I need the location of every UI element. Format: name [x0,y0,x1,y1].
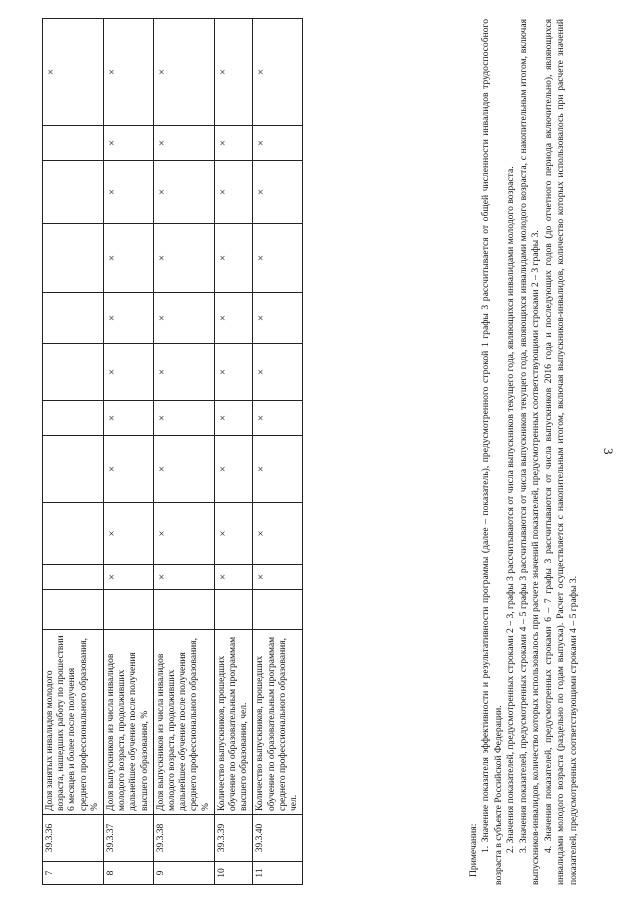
mark-cell: × [253,293,303,344]
mark-cell: × [214,19,253,126]
indicator-code-cell: 39.3.39 [214,815,253,862]
mark-cell: × [104,344,154,401]
indicator-code-cell: 39.3.38 [153,815,214,862]
mark-cell: × [104,436,154,503]
mark-cell: × [153,161,214,224]
note-item-2: 2. Значения показателей, предусмотренных строками 2 – 3, графы 3 рассчитываются от числа выпускников текущего года, являющихся инвалидами молодого возраста. [505,166,517,853]
indicator-name-cell: Количество выпускников, прошедших обучение по образовательным программам среднего профессионального образования, чел. [253,630,303,815]
notes-section [468,19,580,885]
indicator-name-cell: Количество выпускников, прошедших обучение по образовательным программам высшего образования, чел. [214,630,253,815]
mark-cell: × [214,401,253,436]
mark-cell: × [153,344,214,401]
indicators-table [42,18,303,885]
mark-cell: × [253,161,303,224]
mark-cell: × [104,401,154,436]
mark-cell [43,503,104,565]
row-number-cell: 7 [43,862,104,885]
indicator-name-cell: Доля выпускников из числа инвалидов молодого возраста, продолживших дальнейшее обучение после получения высшего образования, % [104,630,154,815]
mark-cell [43,293,104,344]
mark-cell: × [253,19,303,126]
mark-cell: × [104,126,154,161]
value-cell [153,590,214,630]
indicator-code-cell: 39.3.40 [253,815,303,862]
indicator-name-cell: Доля выпускников из числа инвалидов молодого возраста, продолживших дальнейшее обучение после получения среднего профессионального образования, % [153,630,214,815]
table-row [253,19,303,885]
indicator-code-cell: 39.3.37 [104,815,154,862]
mark-cell: × [214,224,253,293]
mark-cell: × [253,126,303,161]
note-item-3: 3. Значения показателей, предусмотренных строками 4 – 5 графы 3 рассчитываются от числа выпускников текущего года, являющихся инвалидами молодого возраста, с накопительным итогом, включая выпускников-инвалидов, количество которых использовалось при расчете значений показателей, предусмотренных соответствующими строками 2 – 3 графы 3. [517,19,542,885]
mark-cell [43,565,104,590]
row-number-cell: 8 [104,862,154,885]
mark-cell: × [43,19,104,126]
row-number-cell: 9 [153,862,214,885]
page-number: 3 [601,448,616,455]
mark-cell [43,161,104,224]
mark-cell: × [253,224,303,293]
mark-cell: × [153,19,214,126]
mark-cell [43,126,104,161]
value-cell [253,590,303,630]
mark-cell: × [153,224,214,293]
mark-cell: × [104,19,154,126]
mark-cell: × [214,126,253,161]
mark-cell: × [104,224,154,293]
mark-cell: × [153,126,214,161]
mark-cell: × [153,293,214,344]
mark-cell [43,436,104,503]
mark-cell: × [214,161,253,224]
mark-cell: × [153,436,214,503]
table-row [43,19,104,885]
row-number-cell: 10 [214,862,253,885]
mark-cell: × [104,293,154,344]
table-body [43,19,303,885]
mark-cell: × [214,344,253,401]
mark-cell: × [153,401,214,436]
mark-cell: × [214,293,253,344]
table-row [153,19,214,885]
indicator-name-cell: Доля занятых инвалидов молодого возраста, нашедших работу по прошествии 6 месяцев и более после получения среднего профессионального образования, % [43,630,104,815]
notes-title: Примечания: [468,823,479,877]
mark-cell: × [104,161,154,224]
mark-cell [43,344,104,401]
table-row [214,19,253,885]
mark-cell: × [104,503,154,565]
mark-cell: × [253,503,303,565]
mark-cell: × [253,565,303,590]
mark-cell: × [214,436,253,503]
table-row [104,19,154,885]
row-number-cell: 11 [253,862,303,885]
mark-cell: × [153,503,214,565]
mark-cell: × [253,344,303,401]
mark-cell: × [253,436,303,503]
indicator-code-cell: 39.3.36 [43,815,104,862]
mark-cell: × [153,565,214,590]
mark-cell: × [253,401,303,436]
mark-cell: × [214,503,253,565]
mark-cell: × [104,565,154,590]
note-item-4: 4. Значения показателей, предусмотренных строками 6 – 7 графы 3 рассчитываются от числа выпускников 2016 года и последующих годов (до отчетного периода включительно), являющихся инвалидами молодого возраста (раздельно по годам выпуска). Расчет осуществляется с накопительным итогом, включая выпускников-инвалидов, количество которых использовалось при расчете значений показателей, предусмотренных соответствующими строками 4 – 5 графы 3. [542,19,579,885]
value-cell [104,590,154,630]
mark-cell [43,224,104,293]
mark-cell [43,401,104,436]
note-item-1: 1. Значение показателя эффективности и результативности программы (далее – показатель), предусмотренного строкой 1 графы 3 рассчитывается от общей численности инвалидов трудоспособного возраста в субъекте Российской Федерации. [480,19,504,885]
mark-cell: × [214,565,253,590]
value-cell [43,590,104,630]
value-cell [214,590,253,630]
